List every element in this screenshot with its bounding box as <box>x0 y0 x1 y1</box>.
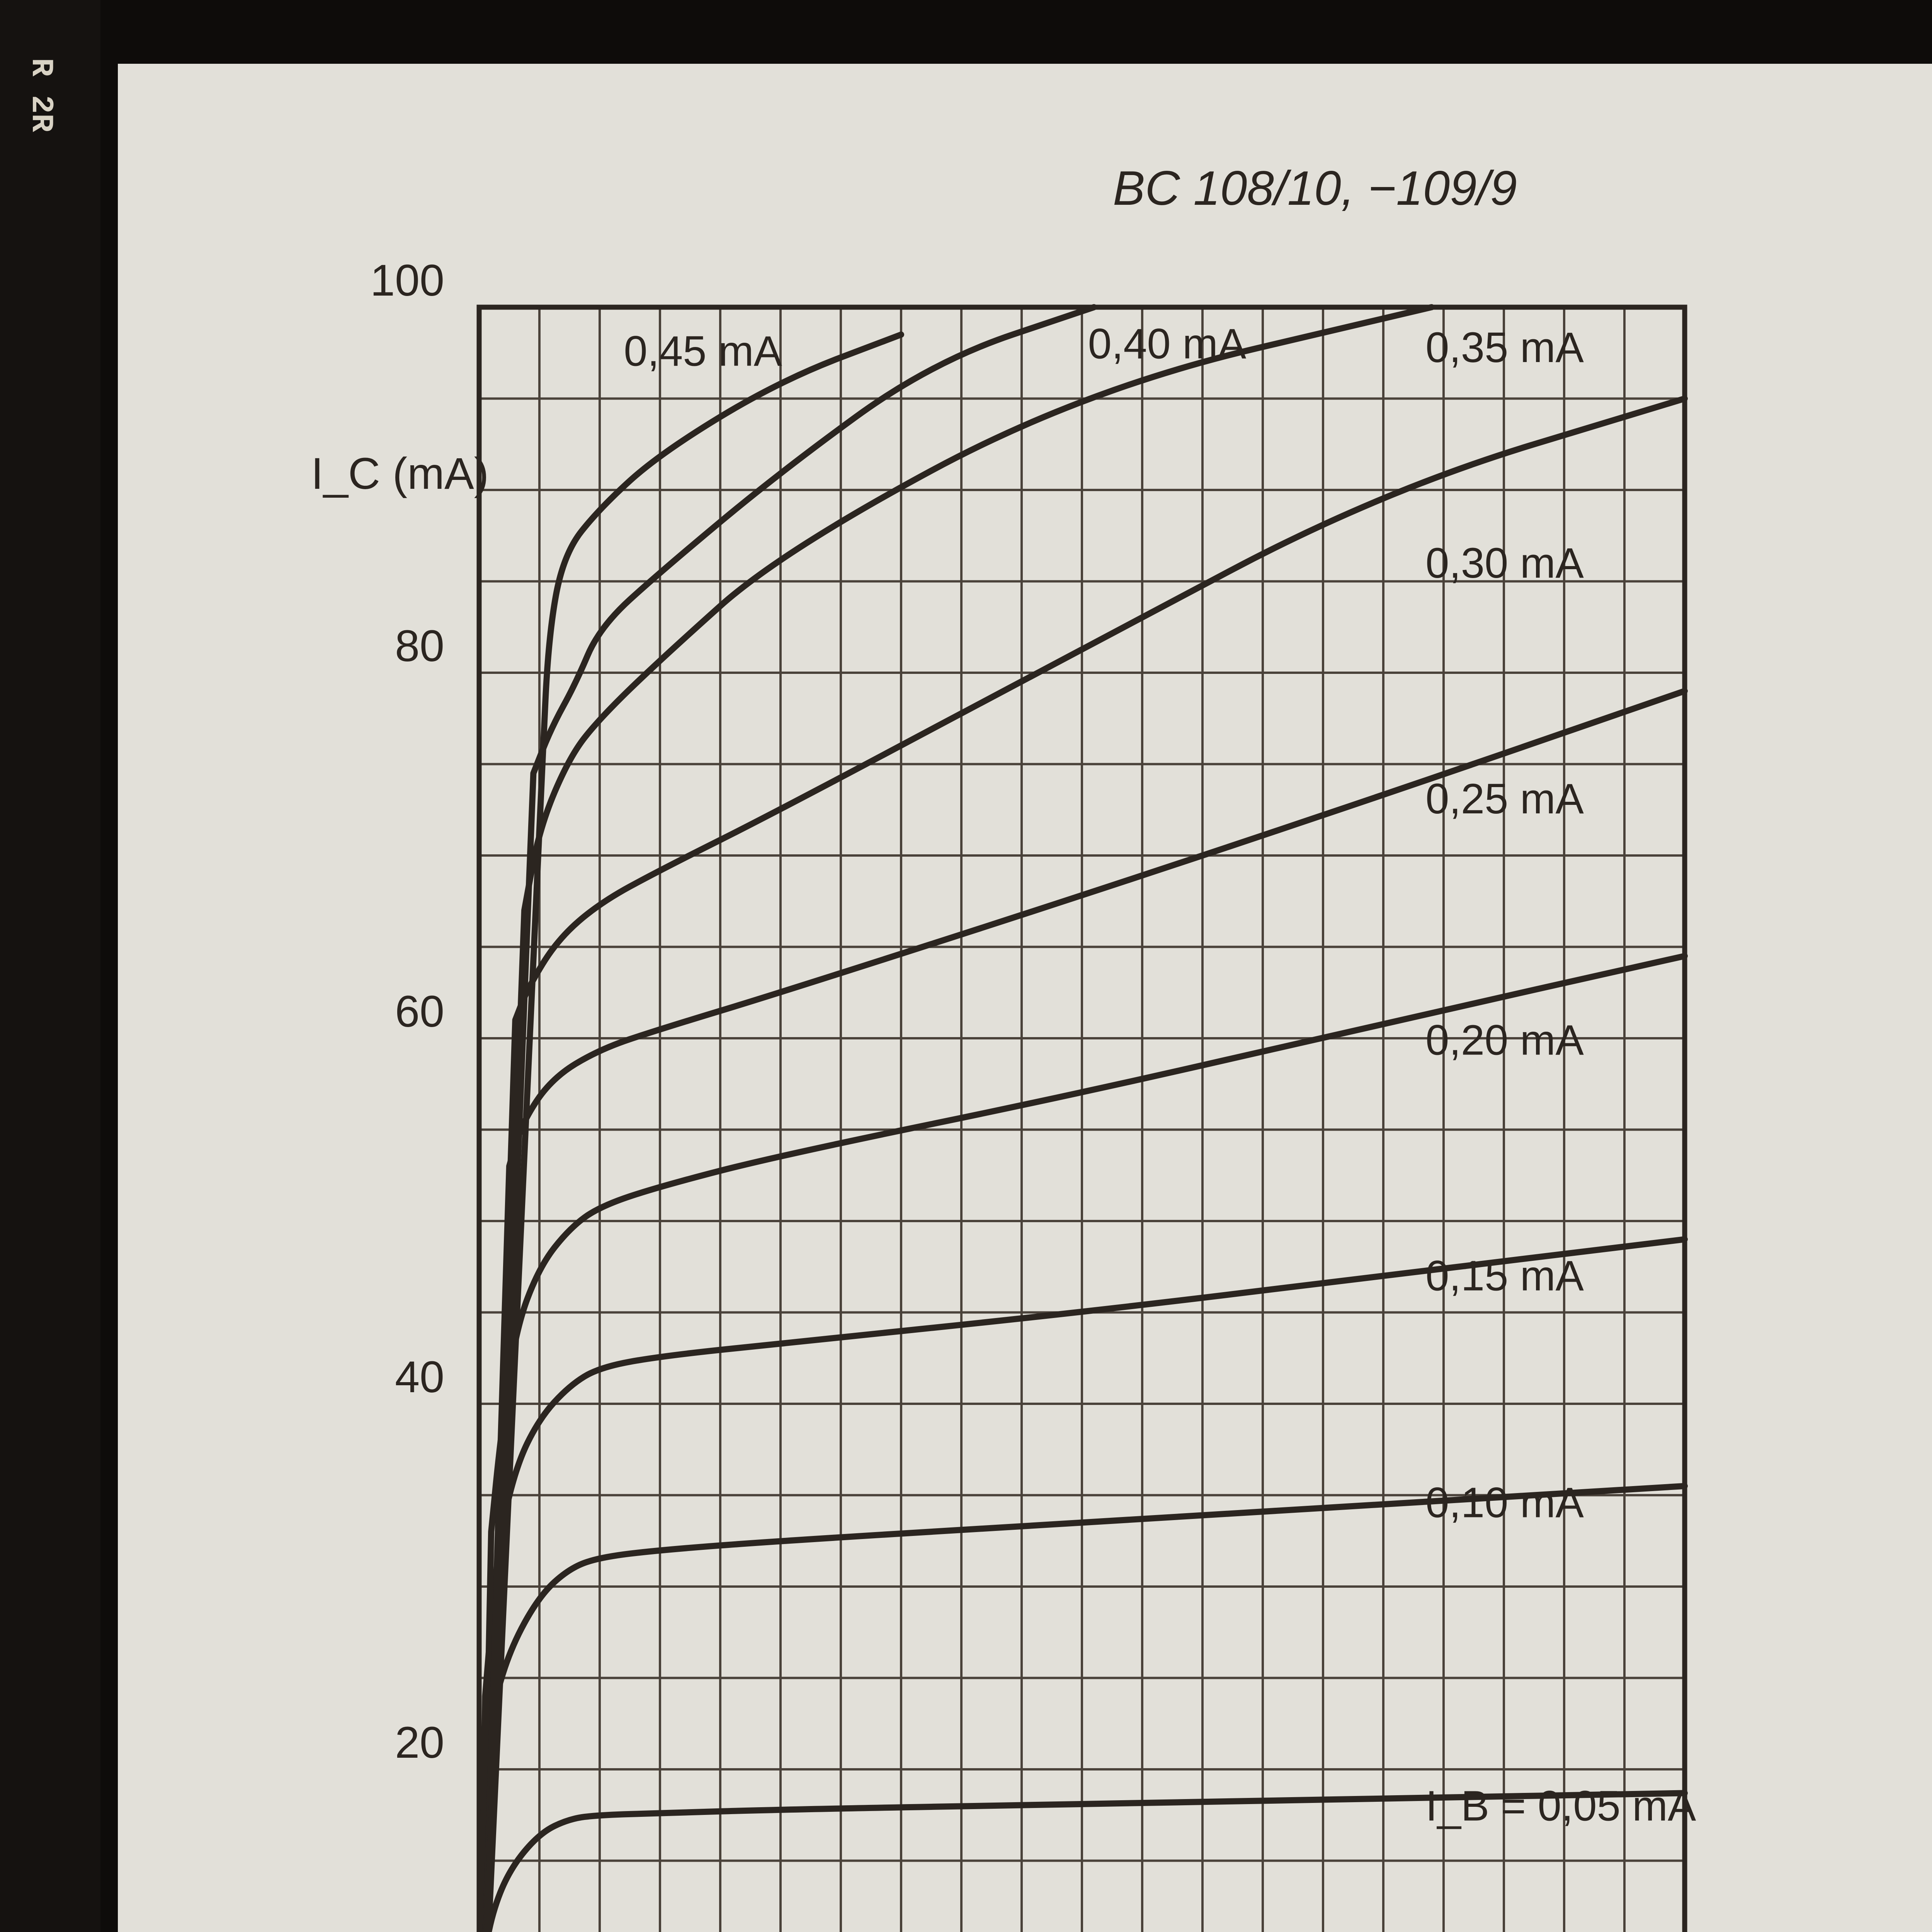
series-label: 0,40 mA <box>1088 320 1247 368</box>
series-label: 0,25 mA <box>1425 775 1584 823</box>
series-curve <box>479 335 901 1932</box>
series-label: 0,30 mA <box>1425 539 1584 587</box>
y-tick-label: 40 <box>395 1352 444 1402</box>
y-tick-label: 80 <box>395 621 444 671</box>
series-label: 0,45 mA <box>624 327 782 375</box>
chart-title: BC 108/10, −109/9 <box>1113 162 1517 215</box>
series-label: 0,35 mA <box>1425 323 1584 371</box>
paper-sheet <box>118 64 1932 1932</box>
film-edge-label: R 2R <box>23 58 58 133</box>
y-tick-label: 20 <box>395 1718 444 1767</box>
tick-labels <box>370 256 1709 1932</box>
characteristic-chart <box>118 64 1932 1932</box>
series-label: 0,15 mA <box>1425 1252 1584 1300</box>
y-tick-label: 60 <box>395 987 444 1036</box>
series-label: I_B = 0,05 mA <box>1425 1782 1696 1830</box>
series-label: 0,10 mA <box>1425 1479 1584 1527</box>
y-tick-label: 100 <box>370 256 444 305</box>
y-axis-label: I_C (mA) <box>311 449 489 498</box>
series-label: 0,20 mA <box>1425 1016 1584 1064</box>
film-border-left <box>0 0 100 1932</box>
